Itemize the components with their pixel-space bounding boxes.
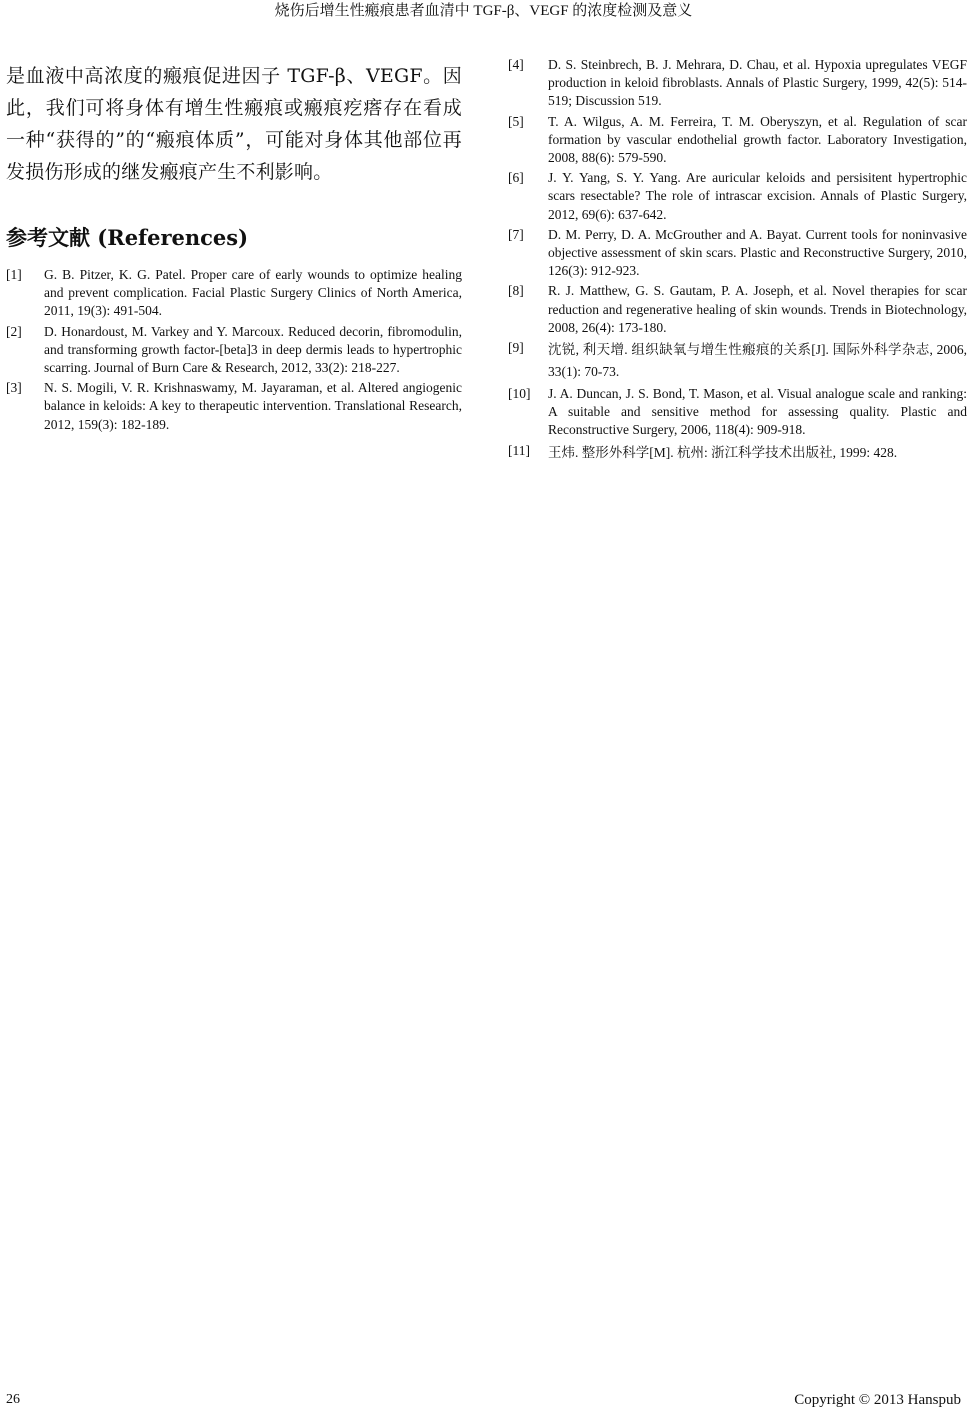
reference-text: D. Honardoust, M. Varkey and Y. Marcoux. Reduced decorin, fibromodulin, and transforming growth factor-[beta]3 in deep dermis leads to hypertrophic scarring. Journal of Burn Care & Research, 2012, 33(2): 218-227. bbox=[44, 323, 462, 376]
page-number: 26 bbox=[6, 1392, 20, 1407]
reference-text: D. M. Perry, D. A. McGrouther and A. Bayat. Current tools for noninvasive objective assessment of skin scars. Plastic and Reconstructive Surgery, 2010, 126(3): 912-923. bbox=[548, 226, 967, 279]
reference-number: [10] bbox=[508, 386, 531, 402]
reference-number: [4] bbox=[508, 57, 524, 72]
reference-number: [7] bbox=[508, 226, 524, 242]
references-list-left bbox=[6, 266, 462, 434]
reference-item bbox=[6, 379, 462, 434]
copyright-notice: Copyright © 2013 Hanspub bbox=[794, 1392, 961, 1408]
reference-text: 王炜. 整形外科学[M]. 杭州: 浙江科学技术出版社, 1999: 428. bbox=[548, 444, 898, 460]
reference-number: [9] bbox=[508, 340, 524, 356]
reference-item bbox=[508, 56, 967, 111]
left-column bbox=[6, 60, 462, 436]
reference-number: [1] bbox=[6, 267, 22, 282]
reference-number: [5] bbox=[508, 113, 524, 129]
reference-number: [3] bbox=[6, 380, 22, 396]
reference-number: [2] bbox=[6, 323, 22, 339]
reference-number: [8] bbox=[508, 283, 524, 299]
reference-text: G. B. Pitzer, K. G. Patel. Proper care of early wounds to optimize healing and prevent complication. Facial Plastic Surgery Clinics of North America, 2011, 19(3): 491-504. bbox=[44, 267, 462, 319]
reference-text: T. A. Wilgus, A. M. Ferreira, T. M. Oberyszyn, et al. Regulation of scar formation by vascular endothelial growth factor. Laboratory Investigation, 2008, 88(6): 579-590. bbox=[548, 113, 967, 166]
reference-item bbox=[508, 226, 967, 281]
reference-text: J. A. Duncan, J. S. Bond, T. Mason, et al. Visual analogue scale and ranking: A suitable and sensitive method for assessing quality. Plastic and Reconstructive Surgery, 2006, 118(4): 909-918. bbox=[548, 386, 967, 438]
reference-item bbox=[6, 266, 462, 321]
running-header: 烧伤后增生性瘢痕患者血清中 TGF-β、VEGF 的浓度检测及意义 bbox=[274, 3, 693, 19]
body-paragraph: 是血液中高浓度的瘢痕促进因子 TGF-β、VEGF。因此，我们可将身体有增生性瘢痕或瘢痕疙瘩存在看成一种“获得的”的“瘢痕体质”，可能对身体其他部位再发损伤形成的继发瘢痕产生不利影响。 bbox=[6, 65, 462, 183]
references-heading: 参考文献 (References) bbox=[6, 225, 249, 250]
reference-text: 沈锐, 利天增. 组织缺氧与增生性瘢痕的关系[J]. 国际外科学杂志, 2006, 33(1): 70-73. bbox=[548, 342, 967, 380]
reference-item bbox=[6, 323, 462, 378]
reference-text: J. Y. Yang, S. Y. Yang. Are auricular keloids and persisitent hypertrophic scars resectable? The role of intrascar excision. Annals of Plastic Surgery, 2012, 69(6): 637-642. bbox=[548, 170, 967, 222]
reference-number: [11] bbox=[508, 442, 530, 458]
reference-text: R. J. Matthew, G. S. Gautam, P. A. Joseph, et al. Novel therapies for scar reduction and regenerative healing of skin wounds. Trends in Biotechnology, 2008, 26(4): 173-180. bbox=[548, 283, 967, 335]
reference-item bbox=[508, 339, 967, 383]
reference-item bbox=[508, 385, 967, 440]
reference-number: [6] bbox=[508, 170, 524, 186]
reference-text: N. S. Mogili, V. R. Krishnaswamy, M. Jayaraman, et al. Altered angiogenic balance in keloids: A key to therapeutic intervention. Translational Research, 2012, 159(3): 182-189. bbox=[44, 380, 462, 432]
reference-text: D. S. Steinbrech, B. J. Mehrara, D. Chau, et al. Hypoxia upregulates VEGF production in keloid fibroblasts. Annals of Plastic Surgery, 1999, 42(5): 514-519; Discussion 519. bbox=[548, 57, 967, 109]
reference-item bbox=[508, 113, 967, 168]
reference-item bbox=[508, 442, 967, 464]
right-column bbox=[508, 56, 967, 466]
reference-item bbox=[508, 169, 967, 224]
reference-item bbox=[508, 282, 967, 337]
